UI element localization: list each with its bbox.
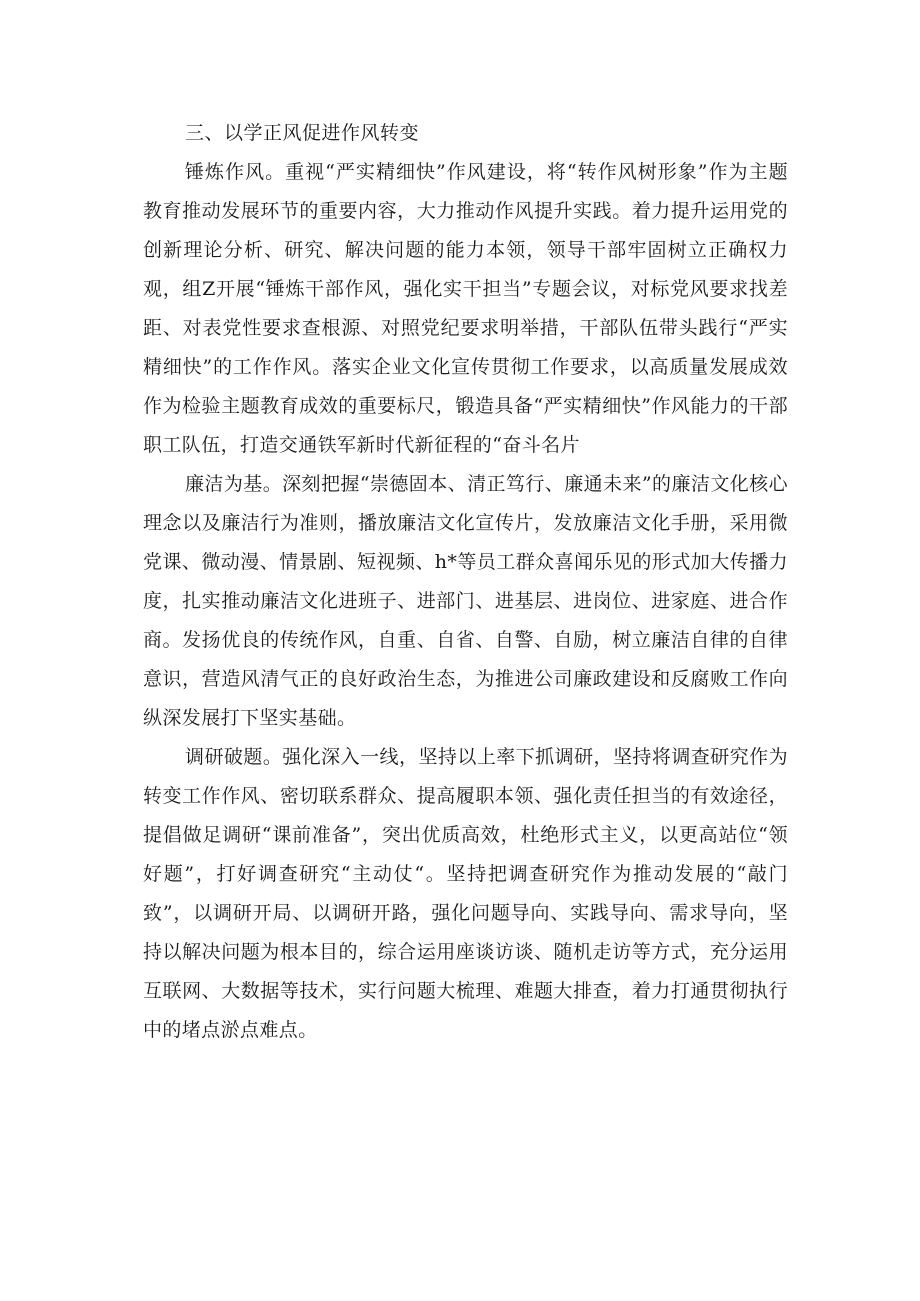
document-body bbox=[143, 114, 788, 1050]
paragraph-lianjie-weiji: 廉洁为基。深刻把握“崇德固本、清正笃行、廉通未来”的廉洁文化核心理念以及廉洁行为准则，播放廉洁文化宣传片，发放廉洁文化手册，采用微党课、微动漫、情景剧、短视频、h*等员工群众喜闻乐见的形式加大传播力度，扎实推动廉洁文化进班子、进部门、进基层、进岗位、进家庭、进合作商。发扬优良的传统作风，自重、自省、自警、自励，树立廉洁自律的自律意识，营造风清气正的良好政治生态，为推进公司廉政建设和反腐败工作向纵深发展打下坚实基础。 bbox=[143, 473, 788, 729]
section-heading: 三、以学正风促进作风转变 bbox=[185, 122, 420, 144]
paragraph-diaoyan-poti: 调研破题。强化深入一线，坚持以上率下抓调研，坚持将调查研究作为转变工作作风、密切联系群众、提高履职本领、强化责任担当的有效途径，提倡做足调研“课前准备”，突出优质高效，杜绝形式主义，以更高站位“领好题”，打好调查研究“主动仗“。坚持把调查研究作为推动发展的“敲门致”，以调研开局、以调研开路，强化问题导向、实践导向、需求导向，坚持以解决问题为根本目的，综合运用座谈访谈、随机走访等方式，充分运用互联网、大数据等技术，实行问题大梳理、难题大排查，着力打通贯彻执行中的堵点淤点难点。 bbox=[143, 746, 788, 1041]
paragraph-duanlian-zuofeng: 锤炼作风。重视“严实精细快”作风建设，将“转作风树形象”作为主题教育推动发展环节的重要内容，大力推动作风提升实践。着力提升运用党的创新理论分析、研究、解决问题的能力本领，领导干部牢固树立正确权力观，组Z开展“锤炼干部作风，强化实干担当”专题会议，对标党风要求找差距、对表党性要求查根源、对照党纪要求明举措，干部队伍带头践行“严实精细快”的工作作风。落实企业文化宣传贯彻工作要求，以高质量发展成效作为检验主题教育成效的重要标尺，锻造具备“严实精细快”作风能力的干部职工队伍，打造交通铁军新时代新征程的“奋斗名片 bbox=[143, 161, 788, 456]
